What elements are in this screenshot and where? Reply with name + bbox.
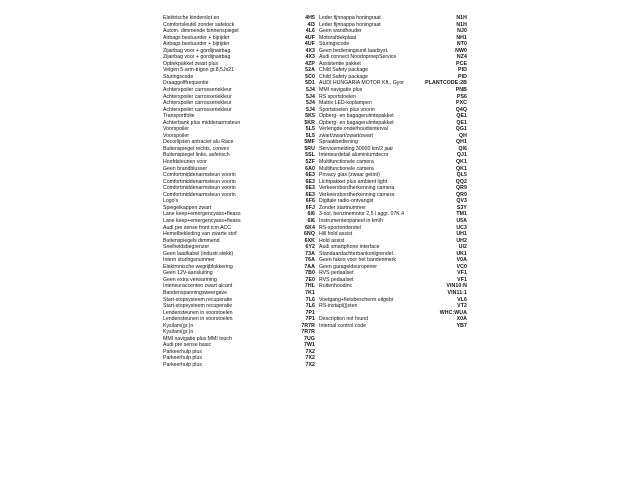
option-code: 7HL [304,283,315,290]
option-code: QE1 [456,113,467,120]
option-code: VL6 [457,296,467,303]
option-description: Sturingscode [163,73,194,80]
option-description: Lane keep+emergencyass+fleass [163,217,241,224]
option-code: 5D1 [305,80,315,87]
option-code: VF1 [457,270,467,277]
option-description: Elektronische wegrijblokkering [163,263,233,270]
option-description: Audi pre sense basic [163,342,212,349]
option-code: 6I6 [307,211,315,218]
option-description: Zonder startnummer [319,204,366,211]
option-code: VC0 [456,263,467,270]
option-description: Geen wandhouder [319,28,362,35]
option-description: Velgen 5-arm-trigon gr.8,5Jx21 [163,67,234,74]
option-description: Airbags bestuurder + bijrijder [163,34,230,41]
option-code: 52A [305,67,315,74]
option-code: 5RU [304,145,315,152]
option-code: YB7 [456,322,467,329]
option-code: X0A [456,316,467,323]
option-description: Start-stopsysteem recuperatie [163,303,233,310]
option-code: VIN10:N [446,283,467,290]
option-description: Zijairbag voor + gordijnairbag [163,54,231,61]
option-code: QG1 [455,126,467,133]
option-code: 6Y2 [305,244,315,251]
option-description: Internal control code [319,322,367,329]
option-code: 5KR [304,119,315,126]
option-code: Q4Q [455,106,467,113]
option-code: QQ2 [455,178,467,185]
option-description: Hill hold assist [319,231,353,238]
option-code: PNB [455,87,467,94]
option-description: Leder fijnnappa honingraat [319,15,381,21]
option-description: Verkeersbordherkenning camera [319,191,395,198]
option-description: Geen bedieningsunit laadsyst. [319,47,389,54]
option-code: QI6 [458,145,467,152]
option-description: Lendensteunen in voorstoelen [163,309,233,316]
option-code: 4UF [304,34,315,41]
option-description: MMI navigatie plus MMI touch [163,335,232,342]
option-description: Comfortmiddenarmsteun voorin [163,185,236,192]
option-description: Transportfolie [163,113,195,120]
option-code: 7P1 [305,316,315,323]
option-description: Assistentie pakket [319,60,361,67]
option-code: QR9 [456,191,467,198]
option-code: 6E3 [305,185,315,192]
option-code: 4H5 [305,15,315,21]
option-code: 7L6 [305,303,315,310]
option-code: NJ0 [457,28,467,35]
option-description: Achterspoiler carrosseriekleur [163,87,232,94]
option-code: 7B0 [305,270,315,277]
option-code: UK1 [456,250,467,257]
option-code: 7X2 [305,355,315,362]
option-description: Child Safety package [319,67,369,74]
option-description: RVS pedaalset [319,276,354,283]
option-description: 3-ooi. benzinemotor 2,5 l aggr. 07K.4 [319,211,405,218]
option-code: 6E3 [305,178,315,185]
options-list-left [163,15,315,369]
option-code: 5J4 [306,106,315,113]
option-code: 5J4 [306,100,315,107]
option-description: Snelheidsbegrenzer [163,244,210,251]
option-code: 6K4 [305,224,315,231]
option-code: PS6 [456,93,467,100]
option-description: RS-instapl(j)sten [319,303,358,310]
option-code: VT2 [457,303,467,310]
option-description: Geen laadkabel (industr.stekk) [163,250,234,257]
option-description: Hoofdsteunen voor [163,159,207,166]
option-code: 6XK [304,237,315,244]
option-description: Sportstoelen plus voorin [319,106,375,113]
option-description: Comfortmiddenarmsteun voorin [163,178,236,185]
option-description: Hemelbekleding van zwarte stof [163,231,237,238]
option-row [163,362,315,369]
option-code: V0A [456,257,467,264]
option-code: NH1 [456,34,467,41]
option-code: VF1 [457,276,467,283]
option-description: Comfortmiddenarmsteun voorin [163,191,236,198]
option-code: TM1 [456,211,467,218]
option-description: Opberg- en bagagerulmtepakket [319,113,394,120]
option-description: Child Safety package [319,73,369,80]
option-description: Audi pre sense front icm ACC [163,224,232,231]
option-code: 6NQ [304,231,315,238]
option-description: Audi smartphone interface [319,244,380,251]
option-code: 5L5 [305,132,315,139]
option-code: 5C0 [305,73,315,80]
option-description: Buitenspiegel rechts, convex [163,145,230,152]
option-description: Geen fakes voor het bandenmerk [319,257,396,264]
option-code: 7P1 [305,309,315,316]
option-code: 6F6 [305,198,315,205]
option-description: Autom. dimmende binnenspiegel [163,28,239,35]
option-code: S3Y [456,204,467,211]
option-description: Intern sturingsnummer [163,257,215,264]
option-description: Voetgang+fietsbescherm uitgebr [319,296,394,303]
option-code: 4L6 [305,28,315,35]
option-description: Achterspoiler carrosseriekleur [163,100,232,107]
option-code: WHC:WUA [439,309,467,316]
option-description: zwart/zwart/zwart/zwart [319,132,373,139]
option-description: Leder fijnnappa honingraat [319,21,381,28]
option-description: Achterbank plus middenarmsteun [163,119,241,126]
option-code: 5L5 [305,126,315,133]
option-description: Achterspoiler carrosseriekleur [163,106,232,113]
option-description: Lendensteunen in voorstoelen [163,316,233,323]
option-code: 5K5 [305,113,315,120]
option-code: QH [459,132,467,139]
option-description: Comfortsleutel zonder safelock [163,21,235,28]
option-code: QE1 [456,119,467,126]
option-description: Multifunctionele camera [319,165,374,172]
option-code: 5J4 [306,87,315,94]
option-description: Bandenspanningsweergave [163,289,228,296]
option-description: Description not found [319,316,369,323]
option-description: Spraakbediening [319,139,358,146]
option-description: Draaggolffrequentie [163,80,209,87]
option-description: Geen 12V-aansluiting [163,270,213,277]
option-description: Opberg- en bagagerulmtepakket [319,119,394,126]
option-description: Lichtpakket plus ambient light [319,178,388,185]
option-code: 4I3 [307,21,315,28]
option-description: Geen extra verwarming [163,276,217,283]
option-row [319,323,467,330]
option-code: UH1 [456,231,467,238]
option-code: 7E0 [305,276,315,283]
option-description: Optiekpakket zwart plus [163,60,219,67]
option-description: Decorlijsten antraciet alu Race [163,139,234,146]
option-code: UC3 [456,224,467,231]
option-code: 7L6 [305,296,315,303]
option-code: 7AA [304,263,315,270]
option-description: Logo's [163,198,179,205]
option-description: Parkeerhulp plus [163,355,202,362]
option-code: N1H [456,21,467,28]
option-code: NT0 [456,41,467,48]
option-description: Standaardachterbankonlgrendel. [319,250,395,257]
option-code: 7R7R [301,322,315,329]
option-code: 7X2 [305,361,315,368]
option-description: Spiegelkappen zwart [163,204,212,211]
option-description: RVS pedaalset [319,270,354,277]
option-description: Ruitenhoudinc [319,283,353,290]
option-code: 7W1 [304,342,315,349]
option-description: Buitenspiegel links, asferisch [163,152,230,159]
option-description: Matrix LED-koplampen [319,100,372,107]
option-description: Kysilam(gr.)n [163,322,194,329]
option-description: Achterspoiler carrosseriekleur [163,93,232,100]
option-code: 76A [305,257,315,264]
option-code: QK1 [456,159,467,166]
option-description: Servicemelding 30000 km/2 jaar [319,145,394,152]
option-description: Verkeersbordherkenning camera [319,185,395,192]
option-description: Lane keep+emergencyass+fleass [163,211,241,218]
option-code: PLANTCODE:2B [425,80,467,87]
option-code: 5MF [304,139,315,146]
option-description: Interieuraccenten zwart alcant [163,283,233,290]
option-description: Buitenspiegels dimmend [163,237,220,244]
option-code: UH2 [456,237,467,244]
option-code: NZ4 [456,54,467,61]
option-description: Comfortmiddenarmsteun voorin [163,172,236,179]
option-description: Motorafdekplaat [319,34,357,41]
option-code: 5SL [305,152,315,159]
option-description: Multifunctionele camera [319,159,374,166]
option-code: 6E3 [305,172,315,179]
option-code: 6A0 [305,165,315,172]
option-code: NW0 [455,47,467,54]
option-description: Elektrische kinderslot en [163,15,220,21]
option-description: Instrumentenpaneel in km/h [319,217,384,224]
option-description: Audi connect NoodoproepService [319,54,397,61]
option-code: QL5 [456,172,467,179]
option-code: 6I6 [307,217,315,224]
option-description: Voorspoiler [163,126,189,133]
option-code: QR9 [456,185,467,192]
option-code: U5A [456,217,467,224]
option-code: 6FJ [305,204,315,211]
option-code: 7UG [304,335,315,342]
option-code: QK1 [456,165,467,172]
option-code: PID [458,73,467,80]
option-code: QH1 [456,139,467,146]
option-code: UI2 [458,244,467,251]
option-code: 7K1 [305,289,315,296]
option-description: Geen brandblusser [163,165,208,172]
option-code: PID [458,67,467,74]
option-code: 4UF [304,41,315,48]
option-code: 7X2 [305,348,315,355]
option-description: Parkeerhulp plus [163,348,202,355]
option-code: PCE [456,60,467,67]
option-code: 73A [305,250,315,257]
option-description: Verlengde onderhoudsinterval [319,126,388,133]
option-description: Kysilam(gr.)n [163,329,194,336]
option-description: Digitale radio-ontvangst [319,198,374,205]
option-code: 5ZF [305,159,315,166]
option-code: N1H [456,15,467,21]
option-description: MMI navigatie plus [319,87,363,94]
option-description: Voorspoiler [163,132,189,139]
options-list-right [319,15,467,329]
option-description: Airbags bestuurder + bijrijder [163,41,230,48]
option-description: AUDI HUNGARIA MOTOR Kft., Gyor [319,80,404,87]
option-code: QJ1 [456,152,467,159]
option-code: 6E3 [305,191,315,198]
option-code: 4X3 [305,47,315,54]
option-description: Zijairbag voor + gordijnairbag [163,47,231,54]
option-code: PXC [456,100,467,107]
option-description: RS sportstoelen [319,93,356,100]
option-code: 7R7R [301,329,315,336]
option-description: Interieurdetail aluminiumdecor [319,152,389,159]
option-code: QV3 [456,198,467,205]
option-code: 4ZP [305,60,315,67]
option-code: VIN11:1 [447,289,467,296]
option-description: Sturingscode [319,41,350,48]
option-description: Parkeerhulp plus [163,361,202,368]
option-description: Hold assist [319,237,345,244]
option-code: 4X3 [305,54,315,61]
option-description: Privacy glas (zwaar getint) [319,172,380,179]
option-description: Start-stopsysteem recuperatie [163,296,233,303]
option-description: RS-sportonderstel [319,224,361,231]
option-code: 5J4 [306,93,315,100]
option-description: Geen garageldeuropener [319,263,377,270]
